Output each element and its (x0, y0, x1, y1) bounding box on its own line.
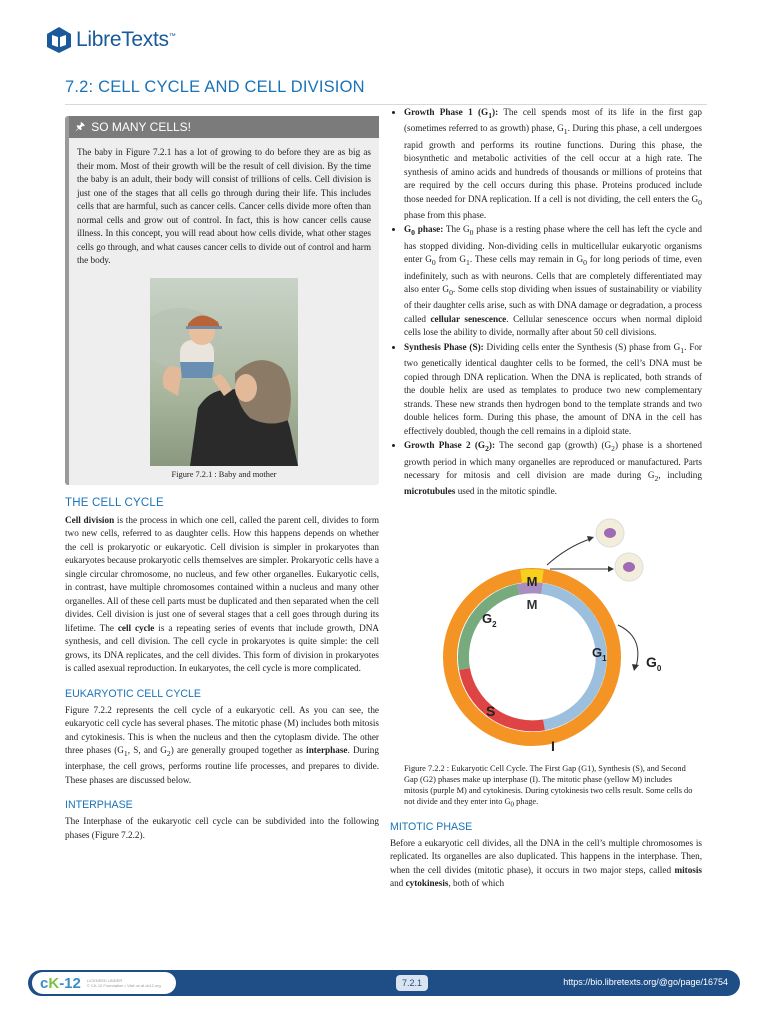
arrowhead-icon (608, 566, 614, 572)
mitotic-paragraph: Before a eukaryotic cell divides, all the DNA in the cell’s multiple chromosomes is replicated. Its organelles are also duplicated. This happens in the interphase. Then, when the cell divides (mitotic phase), it occurs in two major steps, called mitosis and cytokinesis, both of which (390, 837, 702, 889)
daughter-cell-top-nucleus (604, 528, 616, 538)
arrow-to-g0 (618, 625, 638, 667)
cell-cycle-paragraph: Cell division is the process in which one cell, called the parent cell, divides to form two new cells, referred to as daughter cells. How this happens depends on whether the cell is prokaryotic or eukaryotic. Cell division is simpler in prokaryotes than eukaryotes because prokaryotic cells themselves are simpler. Prokaryotic cells have a single circular chromosome, no nucleus, and few other organelles. Eukaryotic cells, in contrast, have multiple chromosomes contained within a nucleus and many other organelles. All of these cell parts must be duplicated and then separated when the cell divides. Cell division is just one of several stages that a cell goes through during its lifetime. The cell cycle is a repeating series of events that include growth, DNA synthesis, and cell division. The cell cycle in prokaryotes is quite simple: the cell grows, its DNA replicates, and the cell divides. This form of division in prokaryotes is called asexual reproduction. In eukaryotes, the cell cycle is more complicated. (65, 514, 379, 673)
title-divider (65, 104, 707, 105)
eukaryotic-paragraph: Figure 7.2.2 represents the cell cycle of a eukaryotic cell. As you can see, the eukaryotic cell cycle has several phases. The mitotic phase (M) includes both mitosis and cytokinesis. This is when the nucleus and then the cytoplasm divide. The other three phases ($G_1$, S, and $G_2$) are generally grouped together as interphase. During interphase, the cell grows, performs routine life processes, and prepares to divide. These phases are discussed below. (65, 704, 379, 785)
arrowhead-icon (632, 664, 639, 671)
list-item: • Synthesis Phase (S): Dividing cells enter the Synthesis (S) phase from $G_1$. For two genetically identical daughter cells to be formed, the cell’s DNA must be copied through DNA replication. When the DNA is replicated, both strands of the double helix are used as templates to produce two new complementary strands. These new strands then hydrogen bond to the template strands and two double helices form. During this phase, the amount of DNA in the cell has effectively doubled, though the cell remains in a diploid state. (404, 341, 702, 438)
phase-list (390, 106, 702, 499)
cell-cycle-diagram (422, 507, 672, 757)
heading-cell-cycle: THE CELL CYCLE (65, 496, 164, 509)
page-title: 7.2: CELL CYCLE AND CELL DIVISION (65, 78, 365, 96)
callout-header (69, 116, 379, 138)
label-m-outer: M (526, 573, 538, 589)
license-text: LICENSED UNDER © CK-12 Foundation • Visit us at ck12.org (86, 978, 161, 988)
label-g1: $G_1$ (592, 644, 607, 663)
heading-eukaryotic-cell-cycle: EUKARYOTIC CELL CYCLE (65, 687, 201, 700)
page-url-link[interactable]: https://bio.libretexts.org/@go/page/16754 (563, 977, 728, 987)
list-item: • Growth Phase 2 $(G_2)$: The second gap (growth) $(G_2)$ phase is a shortened growth period in which many organelles are reproduced or manufactured. Parts necessary for mitosis and cell division are made during $G_2$, including microtubules used in the mitotic spindle. (404, 439, 702, 499)
ck12-logo: cK-12 (40, 974, 81, 992)
figure-caption-1: Figure 7.2.1 : Baby and mother (171, 469, 277, 479)
heading-interphase: INTERPHASE (65, 799, 133, 812)
callout-paragraph: The baby in Figure 7.2.1 has a lot of growing to do before they are as big as their mom. Most of their growth will be the result of cell division. By the time the baby is an adult, their body will consist of trillions of cells. Cell division is just one of the stages that all cells go through during their life. This includes cells that are harmful, such as cancer cells. Cancer cells divide more often than normal cells and grow out of control. In fact, this is how cancer cells cause illness. In this concept, you will read about how cells divide, what other stages cells go through, and what causes cancer cells to divide out of control and harm the body. (77, 147, 371, 265)
label-i: I (551, 737, 555, 754)
interphase-paragraph: The Interphase of the eukaryotic cell cycle can be subdivided into the following phases (Figure 7.2.2). (65, 816, 379, 840)
left-column (65, 116, 379, 842)
label-s: S (486, 702, 496, 719)
pushpin-icon: 🖈 (75, 120, 86, 133)
label-g2: $G_2$ (482, 610, 497, 629)
figure-caption-2: Figure 7.2.2 : Eukaryotic Cell Cycle. The First Gap (G1), Synthesis (S), and Second Gap (G2) phases make up interphase (I). The mitotic phase (yellow M) includes mitosis (purple M) and cytokinesis. During cytokinesis two cells result. Some cells do not divide and they enter into $G_0$ phage. (404, 763, 693, 809)
callout-body (69, 138, 379, 479)
list-item: • $G_0$ phase: The $G_0$ phase is a resting phase where the cell has left the cycle and has stopped dividing. Non-dividing cells in multicellular eukaryotic organisms enter $G_0$ from $G_1$. These cells may remain in $G_0$ for long periods of time, even indefinitely, such as with neurons. Cells that are completely differentiated may also enter $G_0$. Some cells stop dividing when issues of sustainability or viability of their daughter cells arise, such as with DNA damage or degradation, a process called cellular senescence. Cellular senescence occurs when normal diploid cells lose the ability to divide, normally after about 50 cell divisions. (404, 223, 702, 339)
footer-bar (28, 970, 740, 996)
daughter-cell-bottom-nucleus (623, 562, 635, 572)
heading-mitotic-phase: MITOTIC PHASE (390, 820, 473, 833)
list-item: • Growth Phase 1 $(G_1)$: The cell spends most of its life in the first gap (sometimes referred to as growth) phase, $G_1$. During this phase, a cell undergoes rapid growth and performs its routine functions. During this phase, the biosynthetic and metabolic activities of the cell occur at a high rate. The synthesis of amino acids and hundreds of thousands or millions of proteins that are required by the cell occurs during this phase. Proteins produced include those needed for DNA replication. If a cell is not dividing, the cell enters the $G_0$ phase from this phase. (404, 106, 702, 222)
libretexts-logo-icon (46, 26, 72, 54)
right-column (390, 106, 702, 891)
label-g0: $G_0$ (646, 653, 662, 673)
label-m-inner: M (526, 596, 538, 612)
callout-box (65, 116, 379, 485)
page-number: 7.2.1 (396, 975, 428, 991)
logo-text: LibreTexts™ (76, 28, 176, 51)
libretexts-logo[interactable] (46, 26, 175, 54)
arrowhead-icon (587, 536, 594, 542)
baby-and-mother-photo (150, 278, 298, 466)
ck12-badge[interactable] (32, 972, 176, 994)
arrow-to-daughter-top (547, 539, 590, 565)
callout-title: SO MANY CELLS! (91, 120, 192, 134)
